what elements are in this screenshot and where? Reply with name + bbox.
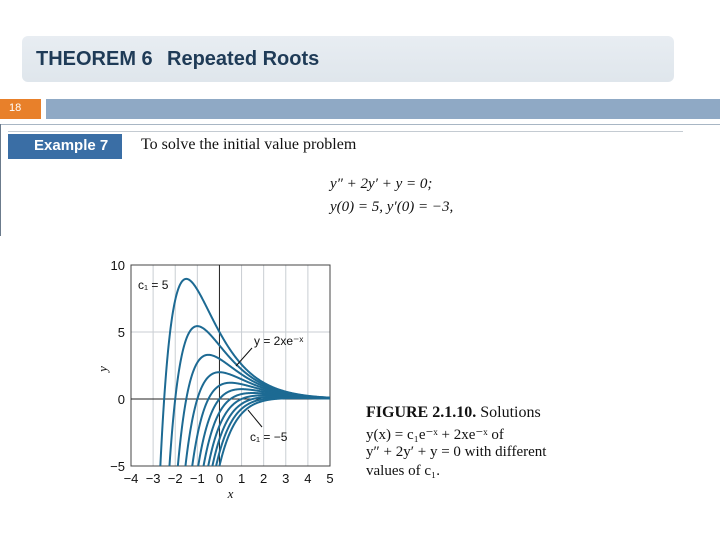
annotation-pointer-middle — [236, 348, 252, 366]
x-tick-label: 5 — [326, 471, 334, 486]
intro-text: To solve the initial value problem — [141, 136, 357, 153]
x-tick-label: 4 — [304, 471, 312, 486]
x-tick-label: −3 — [145, 471, 161, 486]
initial-conditions: y(0) = 5, y′(0) = −3, — [330, 199, 454, 215]
x-tick-label: −1 — [189, 471, 205, 486]
figure-caption-line2: y(x) = c₁e⁻ˣ + 2xe⁻ˣ of — [366, 427, 504, 443]
x-axis-label: x — [227, 486, 234, 501]
x-tick-label: 3 — [282, 471, 290, 486]
y-axis-label: y — [95, 366, 110, 372]
curves — [159, 279, 330, 493]
theorem-title: Repeated Roots — [167, 48, 320, 70]
figure-number: FIGURE 2.1.10. — [366, 404, 477, 421]
differential-equation: y″ + 2y′ + y = 0; — [330, 176, 433, 192]
y-tick-label: −5 — [110, 459, 125, 474]
annotation-c1-top: c₁ = 5 — [138, 278, 169, 292]
x-tick-label: −2 — [167, 471, 183, 486]
annotation-pointer-bottom — [248, 410, 262, 427]
annotation-c1-bottom: c₁ = −5 — [250, 430, 288, 444]
theorem-label: THEOREM 6 — [36, 48, 153, 70]
figure-caption-line4: values of c₁. — [366, 463, 440, 479]
figure-caption-line3: y″ + 2y′ + y = 0 with different — [366, 444, 547, 460]
slide-number: 18 — [9, 102, 22, 114]
example-label: Example 7 — [34, 137, 109, 154]
y-tick-label: 0 — [117, 392, 125, 407]
annotation-y-2xe: y = 2xe⁻ˣ — [254, 334, 304, 348]
solution-curve — [211, 398, 330, 493]
x-tick-label: −4 — [123, 471, 139, 486]
figure-caption-word: Solutions — [480, 404, 541, 421]
x-tick-label: 0 — [215, 471, 224, 486]
x-tick-label: 1 — [237, 471, 246, 486]
figure-caption-title — [366, 404, 541, 422]
y-tick-label: 5 — [117, 325, 125, 340]
y-tick-label: 10 — [110, 258, 125, 273]
x-tick-label: 2 — [260, 471, 268, 486]
